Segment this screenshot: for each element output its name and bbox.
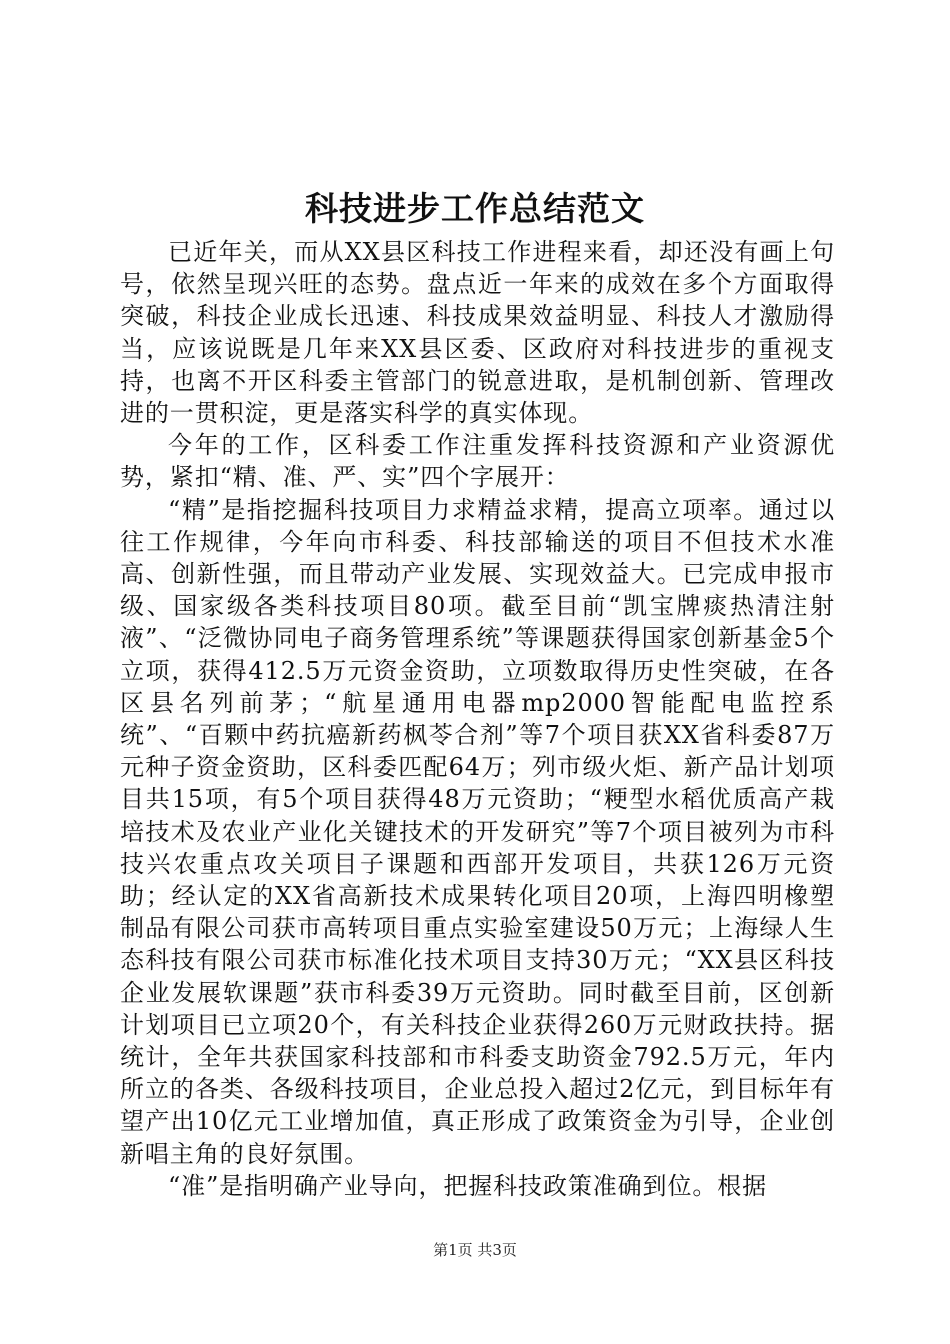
paragraph-overview: 今年的工作，区科委工作注重发挥科技资源和产业资源优势，紧扣“精、准、严、实”四个字展开： <box>120 431 835 492</box>
paragraph-jing: “精”是指挖掘科技项目力求精益求精，提高立项率。通过以往工作规律，今年向市科委、科技部输送的项目不但技术水准高、创新性强，而且带动产业发展、实现效益大。已完成申报市级、国家级各类科技项目80项。截至目前“凯宝牌痰热清注射液”、“泛微协同电子商务管理系统”等课题获得国家创新基金5个立项，获得412.5万元资金资助，立项数取得历史性突破，在各区县名列前茅；“航星通用电器mp2000智能配电监控系统”、“百颗中药抗癌新药枫苓合剂”等7个项目获XX省科委87万元种子资金资助，区科委匹配64万；列市级火炬、新产品计划项目共15项，有5个项目获得48万元资助；“粳型水稻优质高产栽培技术及农业产业化关键技术的开发研究”等7个项目被列为市科技兴农重点攻关项目子课题和西部开发项目，共获126万元资助；经认定的XX省高新技术成果转化项目20项，上海四明橡塑制品有限公司获市高转项目重点实验室建设50万元；上海绿人生态科技有限公司获市标准化技术项目支持30万元；“XX县区科技企业发展软课题”获市科委39万元资助。同时截至目前，区创新计划项目已立项20个，有关科技企业获得260万元财政扶持。据统计，全年共获国家科技部和市科委支助资金792.5万元，年内所立的各类、各级科技项目，企业总投入超过2亿元，到目标年有望产出10亿元工业增加值，真正形成了政策资金为引导，企业创新唱主角的良好氛围。 <box>120 495 835 1168</box>
page-footer: 第1页 共3页 <box>433 1241 517 1259</box>
document-body <box>120 236 835 1202</box>
paragraph-intro: 已近年关，而从XX县区科技工作进程来看，却还没有画上句号，依然呈现兴旺的态势。盘点近一年来的成效在多个方面取得突破，科技企业成长迅速、科技成果效益明显、科技人才激励得当，应该说既是几年来XX县区委、区政府对科技进步的重视支持，也离不开区科委主管部门的锐意进取，是机制创新、管理改进的一贯积淀，更是落实科学的真实体现。 <box>120 238 835 428</box>
paragraph-zhun: “准”是指明确产业导向，把握科技政策准确到位。根据 <box>168 1171 768 1200</box>
document-title: 科技进步工作总结范文 <box>305 189 645 228</box>
